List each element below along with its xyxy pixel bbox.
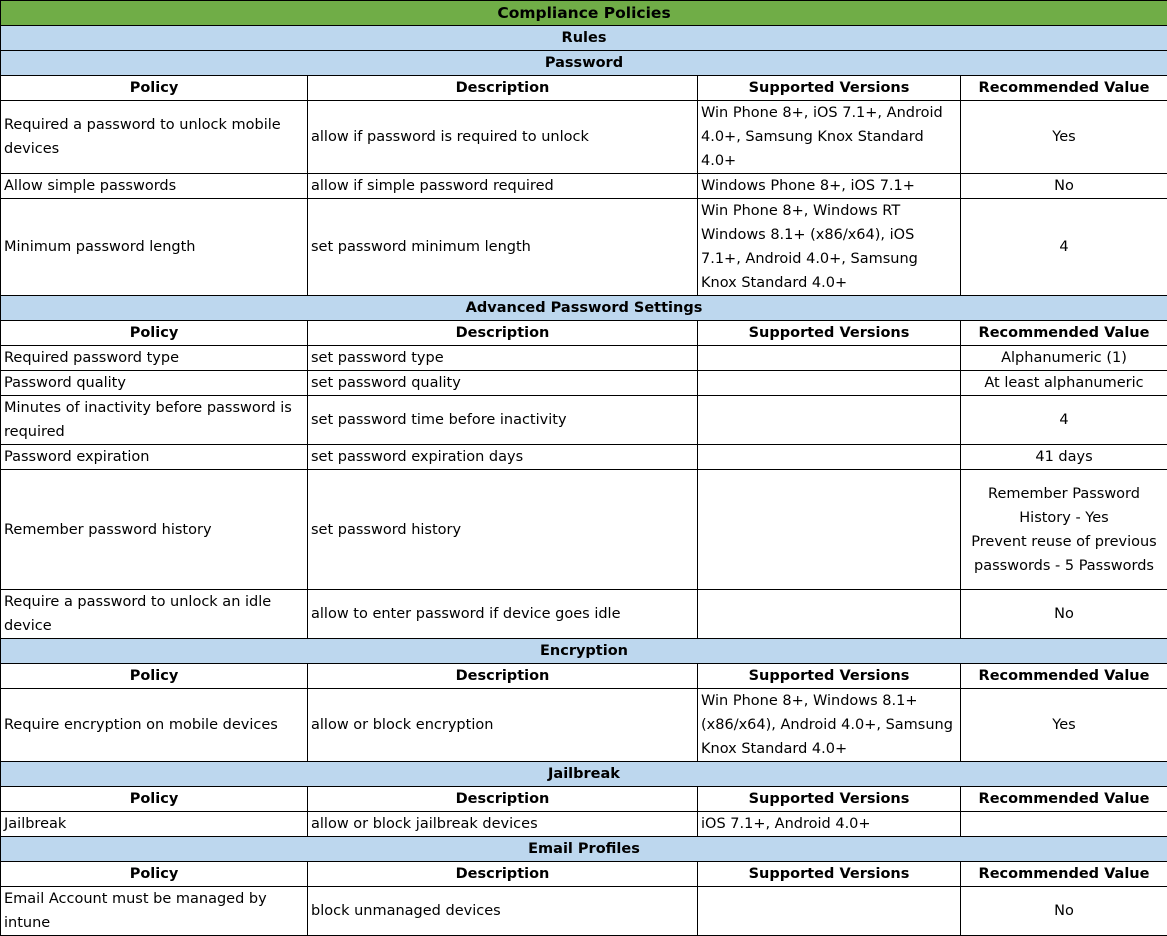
table-row <box>1 101 1167 174</box>
recommended-value-cell[interactable]: At least alphanumeric <box>961 371 1167 396</box>
table-row <box>1 445 1167 470</box>
table-row <box>1 470 1167 590</box>
column-header-supported-versions[interactable]: Supported Versions <box>698 787 961 812</box>
supported-versions-cell[interactable]: Windows Phone 8+, iOS 7.1+ <box>698 174 961 199</box>
description-cell[interactable]: set password minimum length <box>308 199 698 296</box>
policy-cell[interactable]: Require encryption on mobile devices <box>1 689 308 762</box>
column-header-policy[interactable]: Policy <box>1 76 308 101</box>
description-cell[interactable]: block unmanaged devices <box>308 887 698 936</box>
description-cell[interactable]: set password quality <box>308 371 698 396</box>
recommended-value-cell[interactable]: Alphanumeric (1) <box>961 346 1167 371</box>
description-cell[interactable]: allow if simple password required <box>308 174 698 199</box>
policy-cell[interactable]: Minutes of inactivity before password is required <box>1 396 308 445</box>
table-row <box>1 371 1167 396</box>
table-row <box>1 396 1167 445</box>
table-row <box>1 174 1167 199</box>
column-header-recommended-value[interactable]: Recommended Value <box>961 76 1167 101</box>
description-cell[interactable]: set password expiration days <box>308 445 698 470</box>
column-header-recommended-value[interactable]: Recommended Value <box>961 787 1167 812</box>
policy-cell[interactable]: Email Account must be managed by intune <box>1 887 308 936</box>
recommended-value-cell[interactable]: Yes <box>961 101 1167 174</box>
recommended-value-cell[interactable]: 4 <box>961 199 1167 296</box>
column-header-supported-versions[interactable]: Supported Versions <box>698 76 961 101</box>
recommended-value-cell[interactable]: No <box>961 887 1167 936</box>
sheet-title[interactable]: Compliance Policies <box>1 1 1167 26</box>
recommended-value-cell[interactable]: No <box>961 174 1167 199</box>
recommended-value-cell[interactable] <box>961 470 1167 590</box>
column-header-description[interactable]: Description <box>308 76 698 101</box>
column-header-policy[interactable]: Policy <box>1 862 308 887</box>
column-header-policy[interactable]: Policy <box>1 321 308 346</box>
section-header-advanced-password-settings[interactable]: Advanced Password Settings <box>1 296 1167 321</box>
policy-cell[interactable]: Remember password history <box>1 470 308 590</box>
section-header-jailbreak[interactable]: Jailbreak <box>1 762 1167 787</box>
recommended-value-cell[interactable]: 41 days <box>961 445 1167 470</box>
policy-cell[interactable]: Require a password to unlock an idle device <box>1 590 308 639</box>
supported-versions-cell[interactable]: Win Phone 8+, iOS 7.1+, Android 4.0+, Samsung Knox Standard 4.0+ <box>698 101 961 174</box>
table-row <box>1 199 1167 296</box>
recommended-value-line: Remember Password History - Yes <box>964 482 1164 530</box>
column-header-description[interactable]: Description <box>308 862 698 887</box>
recommended-value-cell[interactable]: 4 <box>961 396 1167 445</box>
table-row <box>1 346 1167 371</box>
supported-versions-cell[interactable] <box>698 396 961 445</box>
column-header-supported-versions[interactable]: Supported Versions <box>698 664 961 689</box>
column-header-description[interactable]: Description <box>308 321 698 346</box>
description-cell[interactable]: allow if password is required to unlock <box>308 101 698 174</box>
description-cell[interactable]: allow or block encryption <box>308 689 698 762</box>
table-row <box>1 887 1167 936</box>
supported-versions-cell[interactable]: Win Phone 8+, Windows RT Windows 8.1+ (x86/x64), iOS 7.1+, Android 4.0+, Samsung Knox Standard 4.0+ <box>698 199 961 296</box>
description-cell[interactable]: set password history <box>308 470 698 590</box>
supported-versions-cell[interactable]: iOS 7.1+, Android 4.0+ <box>698 812 961 837</box>
policy-cell[interactable]: Password quality <box>1 371 308 396</box>
column-header-supported-versions[interactable]: Supported Versions <box>698 862 961 887</box>
column-header-recommended-value[interactable]: Recommended Value <box>961 664 1167 689</box>
policy-cell[interactable]: Minimum password length <box>1 199 308 296</box>
supported-versions-cell[interactable] <box>698 346 961 371</box>
supported-versions-cell[interactable] <box>698 445 961 470</box>
policy-cell[interactable]: Required a password to unlock mobile devices <box>1 101 308 174</box>
column-header-recommended-value[interactable]: Recommended Value <box>961 862 1167 887</box>
recommended-value-cell[interactable] <box>961 812 1167 837</box>
column-header-description[interactable]: Description <box>308 664 698 689</box>
description-cell[interactable]: set password type <box>308 346 698 371</box>
supported-versions-cell[interactable] <box>698 470 961 590</box>
policy-cell[interactable]: Jailbreak <box>1 812 308 837</box>
section-header-email-profiles[interactable]: Email Profiles <box>1 837 1167 862</box>
table-row <box>1 590 1167 639</box>
section-header-encryption[interactable]: Encryption <box>1 639 1167 664</box>
recommended-value-cell[interactable]: No <box>961 590 1167 639</box>
supported-versions-cell[interactable] <box>698 371 961 396</box>
rules-header[interactable]: Rules <box>1 26 1167 51</box>
recommended-value-cell[interactable]: Yes <box>961 689 1167 762</box>
section-header-password[interactable]: Password <box>1 51 1167 76</box>
table-row <box>1 689 1167 762</box>
supported-versions-cell[interactable] <box>698 887 961 936</box>
description-cell[interactable]: allow to enter password if device goes idle <box>308 590 698 639</box>
description-cell[interactable]: allow or block jailbreak devices <box>308 812 698 837</box>
description-cell[interactable]: set password time before inactivity <box>308 396 698 445</box>
policy-cell[interactable]: Required password type <box>1 346 308 371</box>
column-header-description[interactable]: Description <box>308 787 698 812</box>
supported-versions-cell[interactable]: Win Phone 8+, Windows 8.1+ (x86/x64), Android 4.0+, Samsung Knox Standard 4.0+ <box>698 689 961 762</box>
column-header-policy[interactable]: Policy <box>1 787 308 812</box>
policy-cell[interactable]: Allow simple passwords <box>1 174 308 199</box>
column-header-recommended-value[interactable]: Recommended Value <box>961 321 1167 346</box>
column-header-policy[interactable]: Policy <box>1 664 308 689</box>
column-header-supported-versions[interactable]: Supported Versions <box>698 321 961 346</box>
policy-cell[interactable]: Password expiration <box>1 445 308 470</box>
table-row <box>1 812 1167 837</box>
supported-versions-cell[interactable] <box>698 590 961 639</box>
recommended-value-line: Prevent reuse of previous passwords - 5 Passwords <box>964 530 1164 578</box>
